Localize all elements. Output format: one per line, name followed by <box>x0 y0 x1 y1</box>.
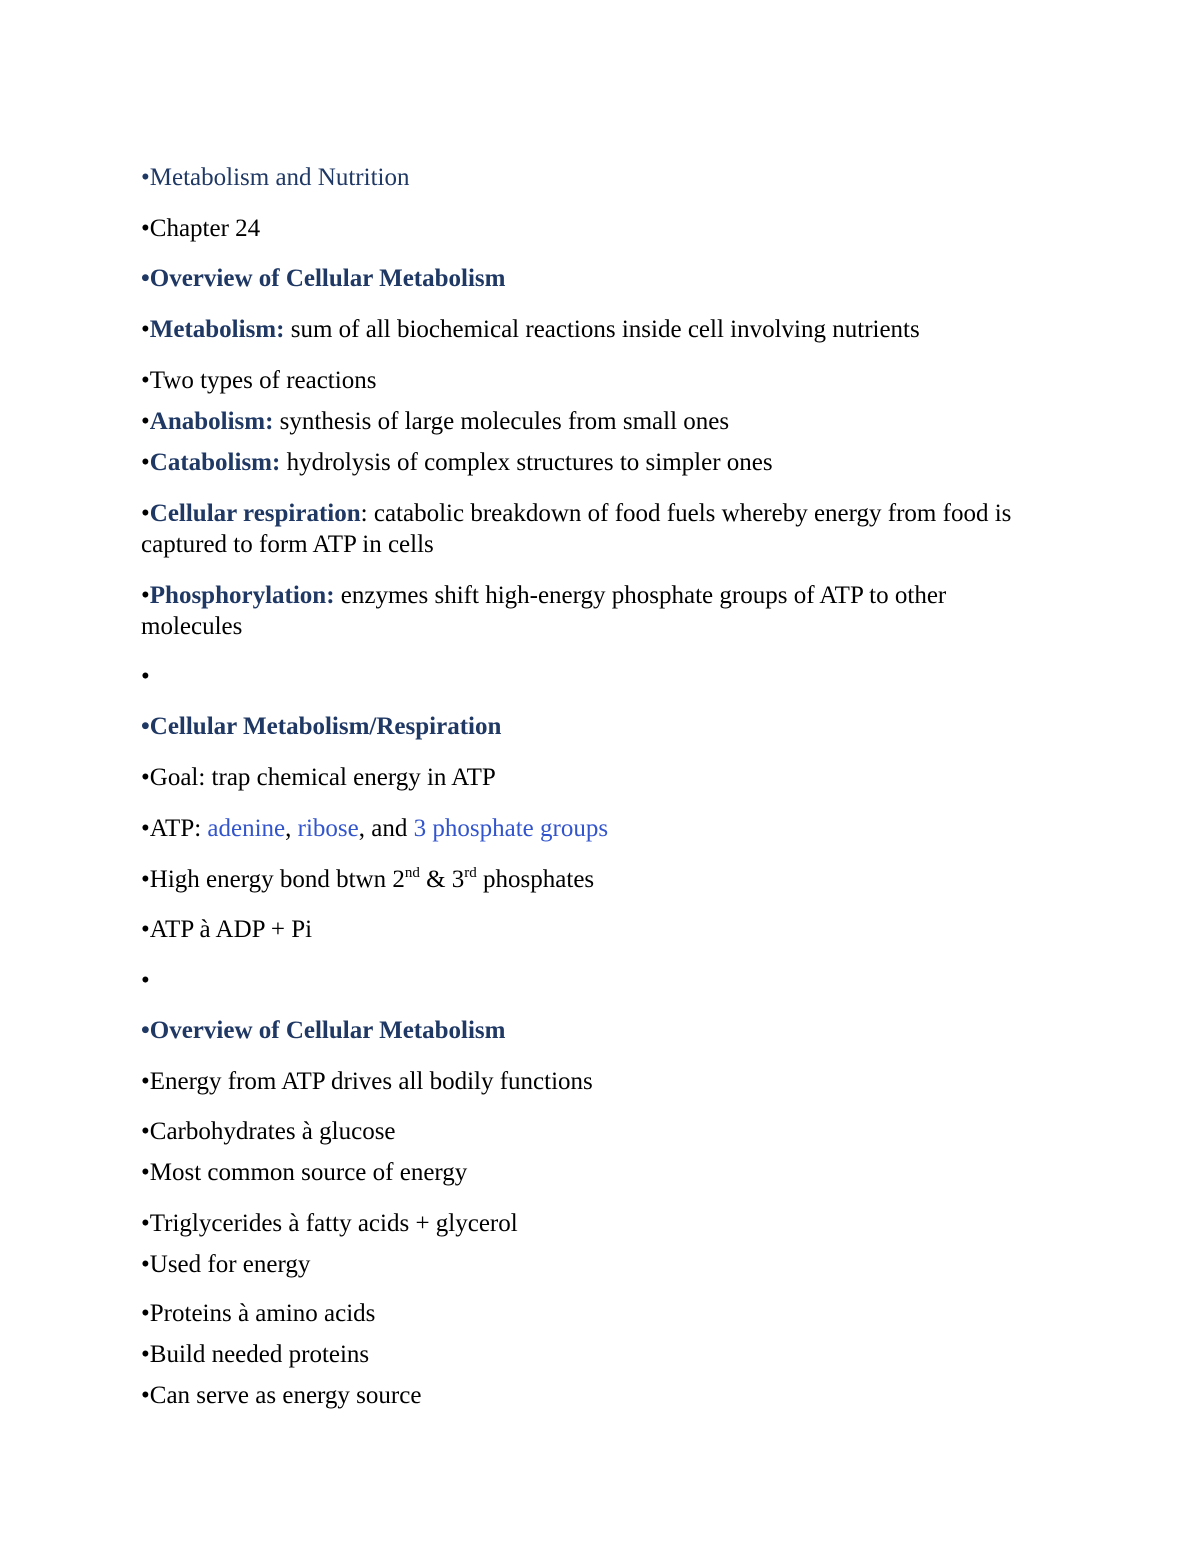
carbohydrates-line: •Carbohydrates à glucose <box>141 1118 396 1145</box>
section-heading-overview: •Overview of Cellular Metabolism <box>141 265 506 292</box>
goal-line: •Goal: trap chemical energy in ATP <box>141 764 496 791</box>
common-source-line: •Most common source of energy <box>141 1159 468 1186</box>
two-types-line: •Two types of reactions <box>141 367 377 394</box>
energy-line: •Energy from ATP drives all bodily functions <box>141 1068 593 1095</box>
section-heading-respiration: •Cellular Metabolism/Respiration <box>141 713 502 740</box>
chapter-label: •Chapter 24 <box>141 215 261 242</box>
bond-line: •High energy bond btwn 2nd & 3rd phosphates <box>141 865 595 893</box>
build-proteins-line: •Build needed proteins <box>141 1341 370 1368</box>
section-heading-overview-2: •Overview of Cellular Metabolism <box>141 1017 506 1044</box>
atp-components: •ATP: adenine, ribose, and 3 phosphate groups <box>141 815 609 842</box>
anabolism-definition: •Anabolism: synthesis of large molecules from small ones <box>141 408 730 435</box>
doc-title: •Metabolism and Nutrition <box>141 164 410 191</box>
respiration-definition: •Cellular respiration: catabolic breakdown of food fuels whereby energy from food is captured to form ATP in cells <box>141 500 1012 558</box>
ribose-link: ribose <box>297 815 359 842</box>
empty-bullet: • <box>141 967 150 994</box>
catabolism-definition: •Catabolism: hydrolysis of complex structures to simpler ones <box>141 449 773 476</box>
triglycerides-line: •Triglycerides à fatty acids + glycerol <box>141 1210 518 1237</box>
metabolism-definition: •Metabolism: sum of all biochemical reactions inside cell involving nutrients <box>141 316 920 343</box>
atp-reaction: •ATP à ADP + Pi <box>141 916 313 943</box>
proteins-line: •Proteins à amino acids <box>141 1300 376 1327</box>
adenine-link: adenine <box>207 815 286 842</box>
used-for-energy-line: •Used for energy <box>141 1251 311 1278</box>
energy-source-line: •Can serve as energy source <box>141 1382 422 1409</box>
phosphorylation-definition: •Phosphorylation: enzymes shift high-energy phosphate groups of ATP to other molecules <box>141 582 947 640</box>
empty-bullet: • <box>141 663 150 690</box>
phosphate-link: 3 phosphate groups <box>413 815 609 842</box>
